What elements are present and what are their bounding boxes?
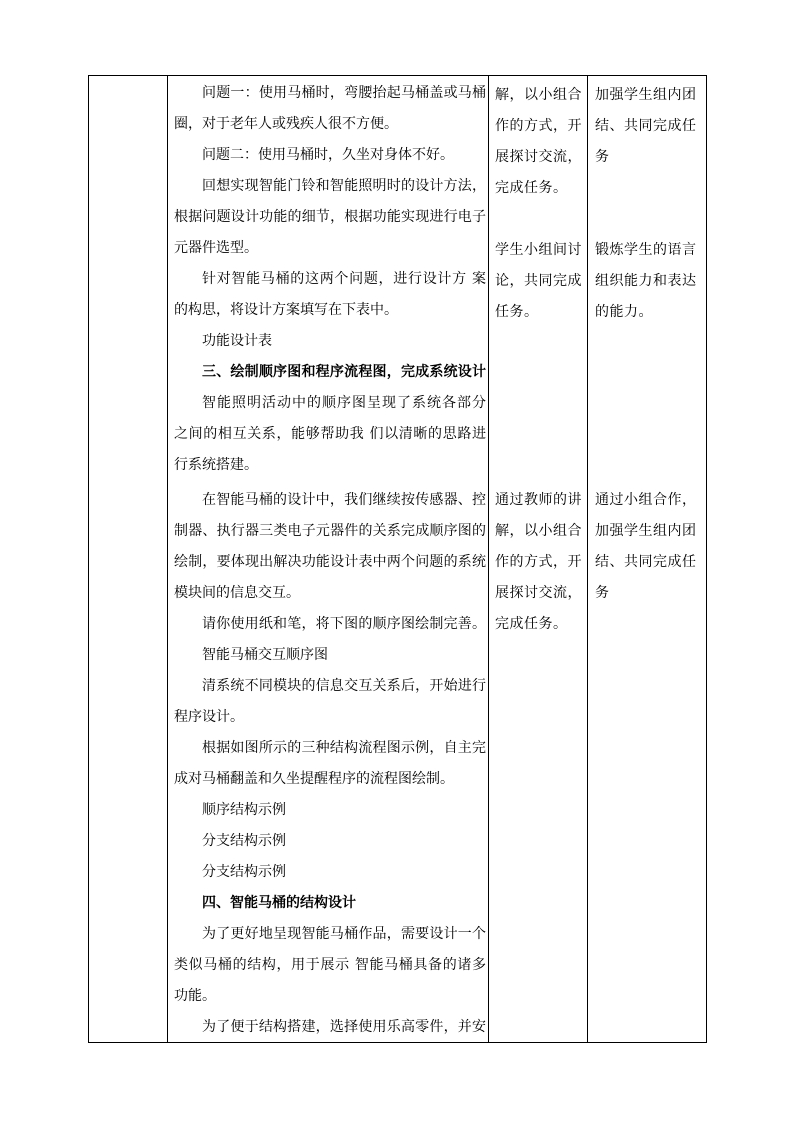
activity-line: 作的方式，开 <box>495 118 582 134</box>
content-line: 行系统搭建。 <box>174 457 258 473</box>
content-line: 类似马桶的结构，用于展示 智能马桶具备的诸多 <box>174 957 486 973</box>
content-line: 模块间的信息交互。 <box>174 585 300 601</box>
activity-line: 学生小组间讨 <box>495 242 582 258</box>
intent-line: 的能力。 <box>595 304 653 320</box>
activity-line: 展探讨交流， <box>495 149 582 165</box>
activity-line: 通过教师的讲 <box>495 492 582 508</box>
intent-line: 务 <box>595 585 610 601</box>
content-line: 功能。 <box>174 988 216 1004</box>
content-line: 功能设计表 <box>202 333 272 349</box>
content-line: 问题二：使用马桶时，久坐对身体不好。 <box>202 147 454 163</box>
activity-line: 完成任务。 <box>495 616 568 632</box>
activity-line: 解，以小组合 <box>495 523 582 539</box>
content-line: 根据问题设计功能的细节，根据功能实现进行电子 <box>174 209 486 225</box>
content-line: 圈，对于老年人或残疾人很不方便。 <box>174 116 398 132</box>
intent-line: 加强学生组内团 <box>595 87 697 103</box>
content-line: 清系统不同模块的信息交互关系后，开始进行 <box>202 678 486 694</box>
content-line: 为了便于结构搭建，选择使用乐高零件，并安 <box>202 1019 486 1035</box>
content-line: 为了更好地呈现智能马桶作品，需要设计一个 <box>202 926 486 942</box>
lesson-plan-table <box>88 75 707 1043</box>
content-line: 元器件选型。 <box>174 240 258 256</box>
intent-line: 加强学生组内团 <box>595 523 697 539</box>
activity-line: 解，以小组合 <box>495 87 582 103</box>
content-line: 程序设计。 <box>174 709 244 725</box>
intent-line: 结、共同完成任 <box>595 118 697 134</box>
column-divider-1 <box>167 76 168 1042</box>
column-divider-2 <box>488 76 489 1042</box>
activity-line: 作的方式，开 <box>495 554 582 570</box>
intent-line: 务 <box>595 149 610 165</box>
content-line: 在智能马桶的设计中，我们继续按传感器、控 <box>202 492 486 508</box>
content-line: 制器、执行器三类电子元器件的关系完成顺序图的 <box>174 523 486 539</box>
intent-line: 结、共同完成任 <box>595 554 697 570</box>
content-line: 顺序结构示例 <box>202 802 286 818</box>
content-line: 之间的相互关系，能够帮助我 们以清晰的思路进 <box>174 426 486 442</box>
column-divider-3 <box>587 76 588 1042</box>
content-line: 智能照明活动中的顺序图呈现了系统各部分 <box>202 395 486 411</box>
content-line: 三、绘制顺序图和程序流程图，完成系统设计 <box>202 364 486 380</box>
activity-line: 展探讨交流， <box>495 585 582 601</box>
content-line: 分支结构示例 <box>202 833 286 849</box>
activity-line: 论，共同完成 <box>495 273 582 289</box>
activity-line: 任务。 <box>495 304 539 320</box>
content-line: 的构思，将设计方案填写在下表中。 <box>174 302 398 318</box>
intent-line: 锻炼学生的语言 <box>595 242 697 258</box>
intent-line: 组织能力和表达 <box>595 273 697 289</box>
content-line: 分支结构示例 <box>202 864 286 880</box>
content-line: 四、智能马桶的结构设计 <box>202 895 356 911</box>
content-line: 针对智能马桶的这两个问题，进行设计方 案 <box>202 271 486 287</box>
activity-line: 完成任务。 <box>495 180 568 196</box>
content-line: 绘制，要体现出解决功能设计表中两个问题的系统 <box>174 554 486 570</box>
content-line: 智能马桶交互顺序图 <box>202 647 328 663</box>
content-line: 根据如图所示的三种结构流程图示例，自主完 <box>202 740 486 756</box>
intent-line: 通过小组合作， <box>595 492 697 508</box>
content-line: 请你使用纸和笔，将下图的顺序图绘制完善。 <box>202 616 486 632</box>
content-line: 问题一：使用马桶时，弯腰抬起马桶盖或马桶 <box>202 85 486 101</box>
content-line: 成对马桶翻盖和久坐提醒程序的流程图绘制。 <box>174 771 454 787</box>
content-line: 回想实现智能门铃和智能照明时的设计方法， <box>202 178 486 194</box>
